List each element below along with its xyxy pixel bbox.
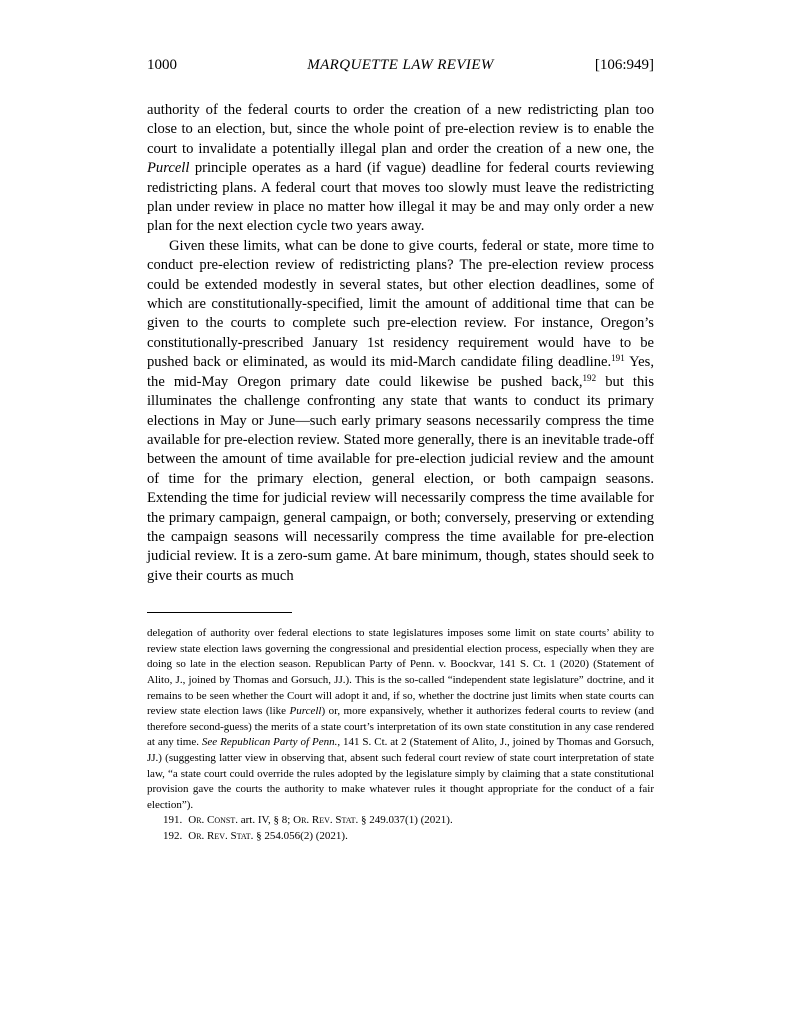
page-header [147, 57, 654, 74]
case-name-italic: Purcell [289, 705, 322, 718]
footnote-number: 191. [163, 814, 183, 827]
statute-smallcaps: Or. Const. [188, 814, 239, 827]
volume-page-citation: [106:949] [594, 57, 654, 73]
text-segment: § 249.037(1) (2021). [358, 814, 453, 827]
signal-and-case-italic: See Republican Party of Penn. [201, 736, 338, 749]
text-segment: ) or, more expansively, whether it authorizes federal courts to review (and therefore second-guess) the merits of a state court’s interpretation of its own state constitution in any case rendered at any time. [147, 705, 654, 749]
page-number: 1000 [147, 57, 177, 73]
article-body [147, 101, 654, 586]
text-segment: § 254.056(2) (2021). [253, 829, 348, 842]
body-paragraph-2 [147, 237, 654, 586]
text-segment: art. IV, § 8; [238, 814, 294, 827]
statute-smallcaps: Or. Rev. Stat. [188, 829, 254, 842]
footnotes-section [147, 626, 654, 844]
footnote-continuation [147, 626, 654, 813]
text-segment: , 141 S. Ct. at 2 (Statement of Alito, J., joined by Thomas and Gorsuch, JJ.) (suggesting latter view in observing that, absent such federal court review of state court interpretation of state law, “a state court could override the rules adopted by the legislature simply by claiming that a state constitutional provision gave the courts the authority to make whatever rules it thought appropriate for the conduct of a fair election”). [147, 736, 654, 811]
text-segment: Yes, the mid-May Oregon primary date could likewise be pushed back, [147, 354, 654, 390]
footnote-192 [147, 829, 654, 845]
body-paragraph-1 [147, 101, 654, 237]
footnote-reference-192: 192 [582, 372, 597, 383]
text-segment: but this illuminates the challenge confronting any state that wants to conduct its primary elections in May or June—such early primary seasons necessarily compress the time available for pre-election review. Stated more generally, there is an inevitable trade-off between the amount of time available for pre-election judicial review and the amount of time for the primary election, general election, or both campaign seasons. Extending the time for judicial review will necessarily compress the time available for the primary campaign, general campaign, or both; conversely, preserving or extending the campaign seasons will necessarily compress the time available for pre-election judicial review. It is a zero-sum game. At bare minimum, though, states should seek to give their courts as much [147, 373, 655, 584]
text-segment: Given these limits, what can be done to give courts, federal or state, more time to conduct pre-election review of redistricting plans? The pre-election review process could be extended modestly in several states, but other election deadlines, some of which are constitutionally-specified, limit the amount of additional time that can be given to the courts to complete such pre-election review. For instance, Oregon’s constitutionally-prescribed January 1st residency requirement would have to be pushed back or eliminated, as would its mid-March candidate filing deadline. [147, 237, 654, 371]
footnote-separator-rule [147, 612, 292, 613]
statute-smallcaps: Or. Rev. Stat. [293, 814, 359, 827]
footnote-reference-191: 191 [611, 353, 625, 364]
footnote-number: 192. [163, 829, 183, 842]
footnote-191 [147, 813, 654, 829]
text-segment: principle operates as a hard (if vague) deadline for federal courts reviewing redistricting plans. A federal court that moves too slowly must leave the redistricting plan under review in place no matter how illegal it may be and may only order a new plan for the next election cycle two years away. [147, 160, 654, 235]
text-segment: delegation of authority over federal elections to state legislatures imposes some limit on state courts’ ability to review state election laws governing the congressional and presidential election process, especially when they are doing so late in the election season. Republican Party of Penn. v. Boockvar, 141 S. Ct. 1 (2020) (Statement of Alito, J., joined by Thomas and Gorsuch, JJ.). This is the so-called “independent state legislature” doctrine, and it remains to be seen whether the Court will adopt it and, if so, whether the doctrine just limits when state courts can review state election laws (like [147, 627, 654, 718]
case-name-italic: Purcell [147, 160, 190, 177]
text-segment: authority of the federal courts to order the creation of a new redistricting plan too close to an election, but, since the whole point of pre-election review is to enable the court to invalidate a potentially illegal plan and order the creation of a new one, the [147, 102, 654, 157]
journal-title: MARQUETTE LAW REVIEW [307, 57, 494, 73]
